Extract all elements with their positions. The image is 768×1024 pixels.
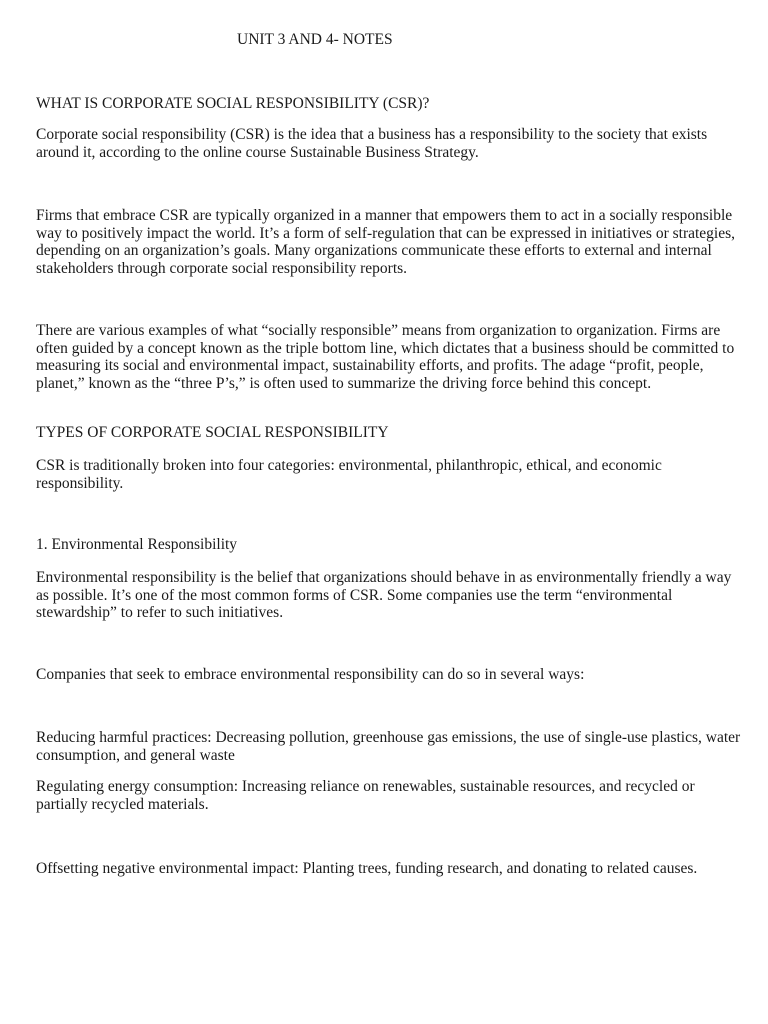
- heading-types-of-csr: TYPES OF CORPORATE SOCIAL RESPONSIBILITY: [36, 424, 389, 441]
- paragraph-csr-categories: CSR is traditionally broken into four categories: environmental, philanthropic, ethical, and economic responsibility.: [36, 457, 662, 492]
- paragraph-offsetting-impact: Offsetting negative environmental impact: Planting trees, funding research, and donating to related causes.: [36, 860, 698, 877]
- subheading-environmental-responsibility: 1. Environmental Responsibility: [36, 536, 238, 553]
- paragraph-csr-firms: Firms that embrace CSR are typically organized in a manner that empowers them to act in a socially responsible way to positively impact the world. It’s a form of self-regulation that can be expressed in initiatives or strategies, depending on an organization’s goals. Many organizations communicate these efforts to external and internal stakeholders through corporate social responsibility reports.: [36, 207, 736, 277]
- paragraph-csr-examples: There are various examples of what “socially responsible” means from organization to organization. Firms are often guided by a concept known as the triple bottom line, which dictates that a business should be committed to measuring its social and environmental impact, sustainability efforts, and profits. The adage “profit, people, planet,” known as the “three P’s,” is often used to summarize the driving force behind this concept.: [36, 322, 735, 392]
- document-title: UNIT 3 AND 4- NOTES: [237, 31, 393, 48]
- paragraph-reducing-harmful-practices: Reducing harmful practices: Decreasing pollution, greenhouse gas emissions, the use of single-use plastics, water consumption, and general waste: [36, 729, 741, 764]
- paragraph-csr-definition: Corporate social responsibility (CSR) is the idea that a business has a responsibility to the society that exists around it, according to the online course Sustainable Business Strategy.: [36, 126, 708, 161]
- heading-what-is-csr: WHAT IS CORPORATE SOCIAL RESPONSIBILITY (CSR)?: [36, 95, 430, 112]
- paragraph-regulating-energy: Regulating energy consumption: Increasing reliance on renewables, sustainable resources, and recycled or partially recycled materials.: [36, 778, 695, 813]
- paragraph-environmental-definition: Environmental responsibility is the belief that organizations should behave in as environmentally friendly a way as possible. It’s one of the most common forms of CSR. Some companies use the term “environmental stewardship” to refer to such initiatives.: [36, 569, 732, 621]
- paragraph-environmental-ways: Companies that seek to embrace environmental responsibility can do so in several ways:: [36, 666, 585, 683]
